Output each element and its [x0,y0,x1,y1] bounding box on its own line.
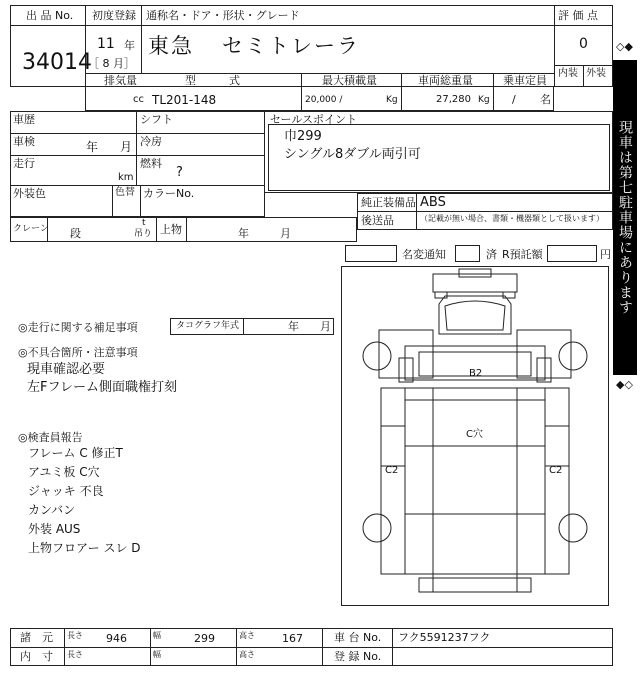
inspection-year: 年 [86,140,99,154]
damage-mark-c2-right: C2 [549,465,563,476]
upper-month: 月 [280,227,291,240]
displacement-label: 排気量 [104,74,137,87]
windshield [445,301,505,330]
equipment-value: ABS [420,195,446,210]
interior-score-label: 内装 [558,68,578,79]
inspector-heading: ◎検査員報告 [18,431,83,444]
divider [140,185,141,217]
tachograph-month: 月 [320,320,331,333]
gross-weight-value: 27,280 [436,94,471,105]
front-fender-right [517,330,571,378]
max-load-unit: Kg [386,95,398,105]
trailer-bed [405,388,545,574]
inspector-item-5: 外装 AUS [28,522,81,536]
delivery-label: 後送品 [361,214,394,227]
divider [85,25,554,26]
capacity-value: / [512,93,516,106]
name-change-label: 名変通知 [402,248,446,261]
location-banner [613,60,637,375]
wheel-front-right [559,342,587,370]
front-fender-left [379,330,433,378]
wheel-rear-left [363,514,391,542]
type-value: TL201-148 [152,93,217,107]
defect-item-2: 左Fフレーム側面職権打刻 [27,380,177,395]
sales-point-2: シングル8ダブル両引可 [284,147,421,162]
reg-month: ［ 8 月］ [88,57,135,70]
height-value: 167 [282,632,303,645]
sales-point-1: 巾299 [284,129,322,144]
color-number-label: カラーNo. [143,187,195,200]
mileage-label: 走行 [13,157,35,170]
divider [392,628,393,666]
upper-label: 上物 [160,223,182,236]
rear-bumper [419,578,531,592]
diamonds-top: ◇◆ [616,40,633,53]
divider [243,318,244,335]
chassis-label: 車 台 No. [334,631,382,644]
model-name: セミトレーラ [222,34,360,58]
side-left [381,388,405,574]
divider [156,217,157,242]
notice-box-1 [345,245,397,262]
divider [554,25,613,26]
score-value: 0 [579,36,588,52]
reg-year-unit: 年 [124,39,135,52]
crane-label: クレーン [13,224,49,234]
divider [10,155,265,156]
side-right [545,388,569,574]
divider [10,133,265,134]
defect-item-1: 現車確認必要 [27,362,106,377]
delivery-note: （記載が無い場合、書類・機器類として扱います） [420,214,604,223]
cab-window [439,296,511,334]
diamonds-bottom: ◆◇ [616,378,633,391]
inspector-item-4: カンバン [28,503,76,517]
divider [112,185,113,217]
reg-number-label: 登 録 No. [334,650,382,663]
interior-dim-label: 内 寸 [20,650,53,663]
mirror-left [435,292,447,298]
yen-label: 円 [600,248,611,261]
length-value: 946 [106,632,127,645]
crane-hoist-label: 吊り [134,229,153,239]
tachograph-label: タコグラフ年式 [176,321,240,331]
inspector-item-1: フレーム C 修正T [28,446,123,460]
sales-point-label: セールスポイント [270,113,358,126]
upper-year: 年 [238,227,249,240]
inspection-label: 車検 [13,135,35,148]
cab-visor [459,269,491,277]
inspector-item-3: ジャッキ 不良 [28,484,104,498]
displacement-unit: cc [133,94,144,105]
max-load-value: 20,000 / [305,95,343,105]
recycle-label: R預託額 [502,248,543,261]
recycle-prefix: 済 [486,248,497,261]
history-label: 車歴 [13,113,35,126]
divider [85,73,554,74]
divider [150,628,151,666]
height-label: 高さ [239,631,255,640]
damage-mark-b2: B2 [469,368,483,379]
width-label: 幅 [153,631,161,640]
inspector-item-6: 上物フロアー スレ D [28,541,141,555]
mirror-right [503,292,515,298]
interior-height-label: 高さ [239,650,255,659]
damage-mark-c2-left: C2 [385,465,399,476]
capacity-label: 乗車定員 [503,74,547,87]
defects-heading: ◎不具合箇所・注意事項 [18,346,138,359]
lot-label: 出 品 No. [26,9,74,22]
inspector-item-2: アユミ板 C穴 [28,465,100,479]
interior-length-label: 長さ [67,650,83,659]
divider [186,217,187,242]
tachograph-year: 年 [288,320,299,333]
divider [64,628,65,666]
notice-box-2 [455,245,480,262]
dimensions-label: 諸 元 [20,631,53,644]
capacity-unit: 名 [540,93,551,106]
equipment-label: 純正装備品 [361,196,416,209]
chassis-value: フク5591237フク [398,631,491,644]
inspection-month: 月 [120,140,133,154]
ext-color-label: 外装色 [13,187,46,200]
crane-stage-unit: 段 [70,227,81,240]
wheel-front-left [363,342,391,370]
exterior-score-label: 外装 [586,68,606,79]
divider [10,185,265,186]
notice-box-3 [547,245,597,262]
length-label: 長さ [67,631,83,640]
fuel-value: ? [176,165,183,180]
divider [236,628,237,666]
type-label: 型 式 [185,74,240,87]
wheel-rear-right [559,514,587,542]
divider [10,647,613,648]
color-change-label: 色替 [115,187,135,198]
ac-label: 冷房 [140,135,162,148]
model-name-label: 通称名・ドア・形状・グレード [146,9,300,22]
divider [141,5,142,73]
divider [357,211,613,212]
fuel-label: 燃料 [140,157,162,170]
reg-year: 11 [97,36,115,52]
divider [322,628,323,666]
divider [554,5,555,87]
score-label: 評 価 点 [558,9,598,22]
shift-label: シフト [140,113,173,126]
width-value: 299 [194,632,215,645]
max-load-label: 最大積載量 [322,74,377,87]
crane-ton-unit: t [142,218,146,228]
interior-width-label: 幅 [153,650,161,659]
details-block [10,111,265,217]
crane-row [10,217,357,242]
gross-weight-unit: Kg [478,95,490,105]
divider [10,25,85,26]
divider [583,65,584,87]
mileage-unit: km [118,172,134,183]
divider [416,193,417,230]
maker-name: 東急 [148,34,194,58]
first-reg-label: 初度登録 [92,9,136,22]
damage-mark-c-hole: C穴 [466,429,483,440]
lot-number: 34014 [22,50,92,75]
location-text: 現車は第七駐車場にあります [617,120,633,315]
gross-weight-label: 車両総重量 [418,74,473,87]
supplement-heading: ◎走行に関する補足事項 [18,321,138,334]
divider [136,111,137,185]
